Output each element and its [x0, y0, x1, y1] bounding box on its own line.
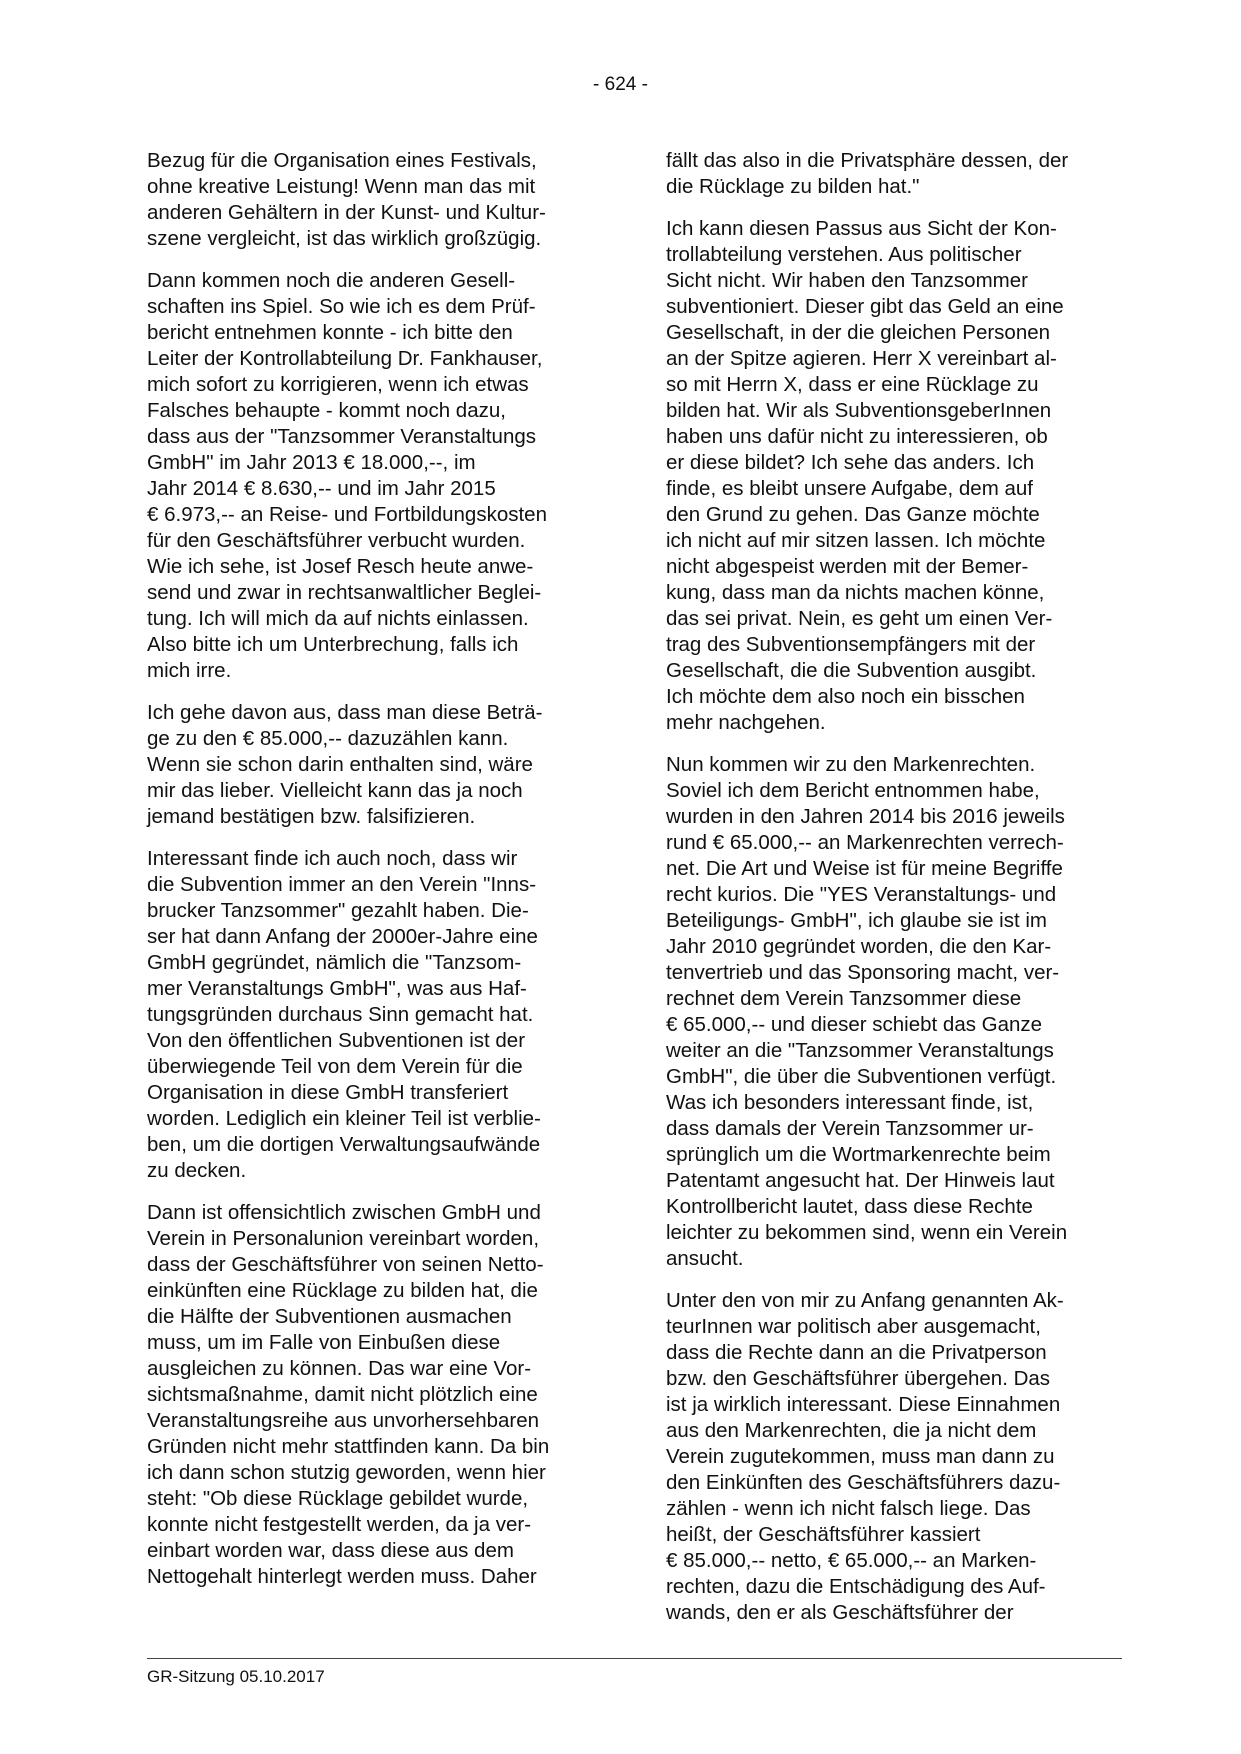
footer-session-date: GR-Sitzung 05.10.2017 [147, 1667, 325, 1686]
paragraph: Unter den von mir zu Anfang genannten Ak- teurInnen war politisch aber ausgemacht, dass die Rechte dann an die Privatperson bzw. den Geschäftsführer übergehen. Das ist ja wirklich interessant. Diese Einnahmen aus den Markenrechten, die ja nicht dem Verein zugutekommen, muss man dann zu den Einkünften des Geschäftsführers dazu- zählen - wenn ich nicht falsch liege. Das heißt, der Geschäftsführer kassiert € 85.000,-- netto, € 65.000,-- an Marken- rechten, dazu die Entschädigung des Auf- wands, den er als Geschäftsführer der [666, 1289, 1064, 1624]
paragraph: Dann ist offensichtlich zwischen GmbH und Verein in Personalunion vereinbart worden, dass der Geschäftsführer von seinen Netto- einkünften eine Rücklage zu bilden hat, die die Hälfte der Subventionen ausmachen muss, um im Falle von Einbußen diese ausgleichen zu können. Das war eine Vor- sichtsmaßnahme, damit nicht plötzlich eine Veranstaltungsreihe aus unvorhersehbaren Gründen nicht mehr stattfinden kann. Da bin ich dann schon stutzig geworden, wenn hier steht: "Ob diese Rücklage gebildet wurde, konnte nicht festgestellt werden, da ja ver- einbart worden war, dass diese aus dem Nettogehalt hinterlegt werden muss. Daher [147, 1201, 550, 1588]
paragraph: Ich gehe davon aus, dass man diese Beträ- ge zu den € 85.000,-- dazuzählen kann. Wenn sie schon darin enthalten sind, wäre mir das lieber. Vielleicht kann das ja noch jemand bestätigen bzw. falsifizieren. [147, 701, 543, 828]
paragraph: Dann kommen noch die anderen Gesell- schaften ins Spiel. So wie ich es dem Prüf- bericht entnehmen konnte - ich bitte den Leiter der Kontrollabteilung Dr. Fankhauser, mich sofort zu korrigieren, wenn ich etwas Falsches behaupte - kommt noch dazu, dass aus der "Tanzsommer Veranstaltungs GmbH" im Jahr 2013 € 18.000,--, im Jahr 2014 € 8.630,-- und im Jahr 2015 € 6.973,-- an Reise- und Fortbildungskosten für den Geschäftsführer verbucht wurden. Wie ich sehe, ist Josef Resch heute anwe- send und zwar in rechtsanwaltlicher Beglei- tung. Ich will mich da auf nichts einlassen. Also bitte ich um Unterbrechung, falls ich mich irre. [147, 269, 547, 682]
left-column [147, 148, 597, 1606]
paragraph: fällt das also in die Privatsphäre dessen, der die Rücklage zu bilden hat." [666, 149, 1069, 198]
paragraph: Interessant finde ich auch noch, dass wir die Subvention immer an den Verein "Inns- brucker Tanzsommer" gezahlt haben. Die- ser hat dann Anfang der 2000er-Jahre eine GmbH gegründet, nämlich die "Tanzsom- mer Veranstaltungs GmbH", was aus Haf- tungsgründen durchaus Sinn gemacht hat. Von den öffentlichen Subventionen ist der überwiegende Teil von dem Verein für die Organisation in diese GmbH transferiert worden. Lediglich ein kleiner Teil ist verblie- ben, um die dortigen Verwaltungsaufwände zu decken. [147, 847, 541, 1182]
paragraph: Ich kann diesen Passus aus Sicht der Kon- trollabteilung verstehen. Aus politischer Sicht nicht. Wir haben den Tanzsommer subventioniert. Dieser gibt das Geld an eine Gesellschaft, in der die gleichen Personen an der Spitze agieren. Herr X vereinbart al- so mit Herrn X, dass er eine Rücklage zu bilden hat. Wir als SubventionsgeberInnen haben uns dafür nicht zu interessieren, ob er diese bildet? Ich sehe das anders. Ich finde, es bleibt unsere Aufgabe, dem auf den Grund zu gehen. Das Ganze möchte ich nicht auf mir sitzen lassen. Ich möchte nicht abgespeist werden mit der Bemer- kung, dass man da nichts machen könne, das sei privat. Nein, es geht um einen Ver- trag des Subventionsempfängers mit der Gesellschaft, die die Subvention ausgibt. Ich möchte dem also noch ein bisschen mehr nachgehen. [666, 217, 1064, 734]
paragraph: Bezug für die Organisation eines Festivals, ohne kreative Leistung! Wenn man das mit anderen Gehältern in der Kunst- und Kultur- szene vergleicht, ist das wirklich großzügig. [147, 149, 546, 250]
paragraph: Nun kommen wir zu den Markenrechten. Soviel ich dem Bericht entnommen habe, wurden in den Jahren 2014 bis 2016 jeweils rund € 65.000,-- an Markenrechten verrech- net. Die Art und Weise ist für meine Begriffe recht kurios. Die "YES Veranstaltungs- und Beteiligungs- GmbH", ich glaube sie ist im Jahr 2010 gegründet worden, die den Kar- tenvertrieb und das Sponsoring macht, ver- rechnet dem Verein Tanzsommer diese € 65.000,-- und dieser schiebt das Ganze weiter an die "Tanzsommer Veranstaltungs GmbH", die über die Subventionen verfügt. Was ich besonders interessant finde, ist, dass damals der Verein Tanzsommer ur- sprünglich um die Wortmarkenrechte beim Patentamt angesucht hat. Der Hinweis laut Kontrollbericht lautet, dass diese Rechte leichter zu bekommen sind, wenn ein Verein ansucht. [666, 753, 1068, 1270]
footer-divider [147, 1658, 1122, 1659]
page-number: - 624 - [593, 74, 648, 95]
right-column [666, 148, 1126, 1642]
